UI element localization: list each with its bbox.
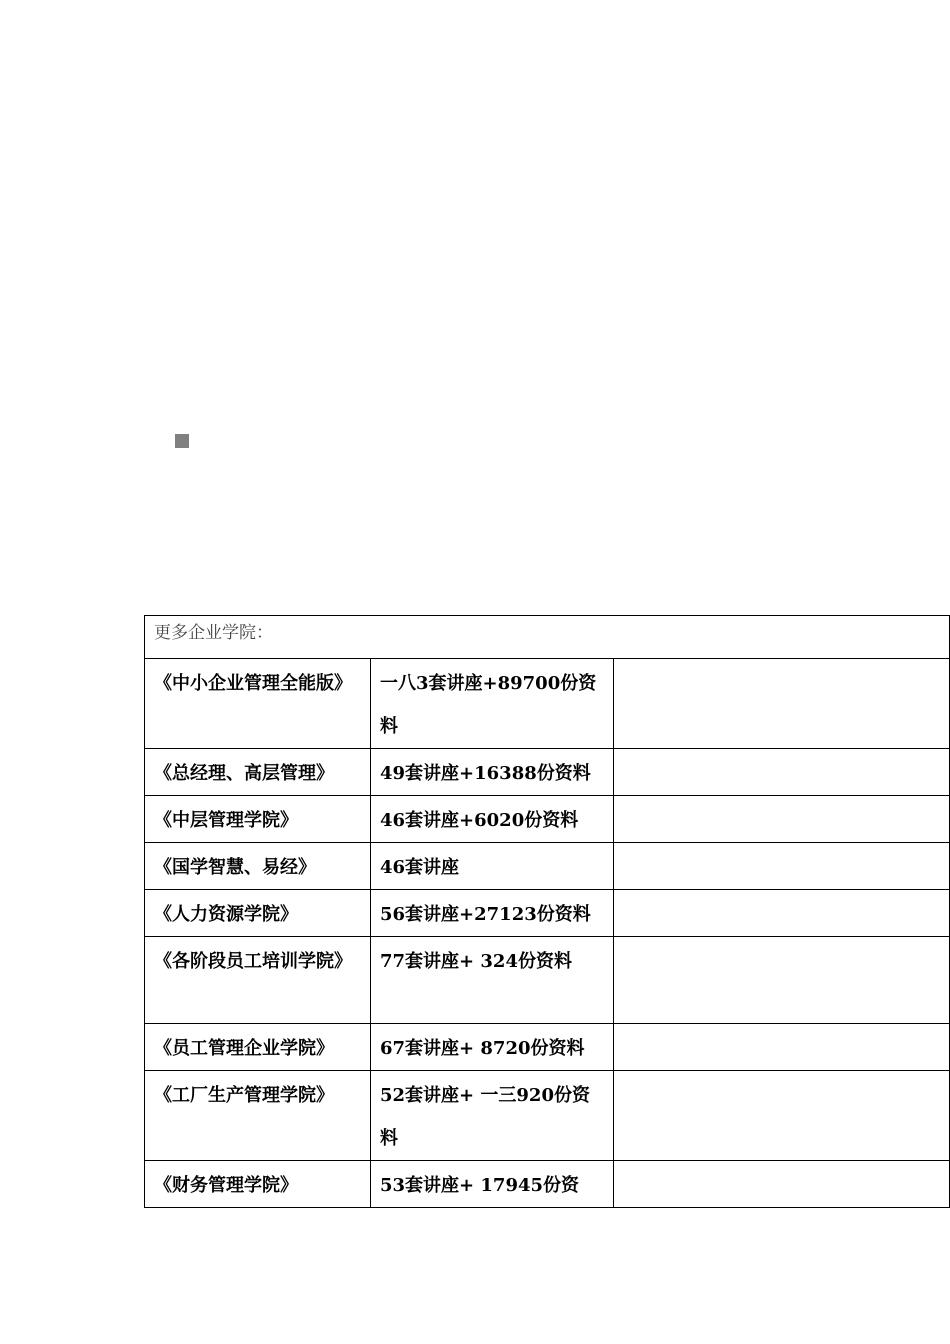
academy-extra	[614, 1161, 950, 1208]
table-row	[145, 843, 950, 890]
academy-extra	[614, 749, 950, 796]
table-row	[145, 1024, 950, 1071]
academy-detail: 46套讲座+6020份资料	[371, 796, 614, 843]
academy-name: 《人力资源学院》	[145, 890, 371, 937]
academy-name: 《工厂生产管理学院》	[145, 1071, 371, 1161]
academy-name: 《国学智慧、易经》	[145, 843, 371, 890]
academy-extra	[614, 659, 950, 749]
table-row	[145, 890, 950, 937]
academy-name: 《中小企业管理全能版》	[145, 659, 371, 749]
table-row	[145, 659, 950, 749]
table-row	[145, 749, 950, 796]
table-row	[145, 1161, 950, 1208]
academy-name: 《各阶段员工培训学院》	[145, 937, 371, 1024]
academy-detail: 52套讲座+ 一三920份资料	[371, 1071, 614, 1161]
academy-name: 《员工管理企业学院》	[145, 1024, 371, 1071]
academy-detail: 53套讲座+ 17945份资	[371, 1161, 614, 1208]
academy-extra	[614, 1024, 950, 1071]
table-row	[145, 937, 950, 1024]
bullet-square-icon	[175, 434, 189, 448]
academy-detail: 49套讲座+16388份资料	[371, 749, 614, 796]
academy-extra	[614, 1071, 950, 1161]
academy-detail: 一八3套讲座+89700份资料	[371, 659, 614, 749]
more-academies-table	[144, 615, 950, 1208]
academy-name: 《中层管理学院》	[145, 796, 371, 843]
table-row	[145, 1071, 950, 1161]
table-header-row	[145, 616, 950, 659]
academy-detail: 67套讲座+ 8720份资料	[371, 1024, 614, 1071]
academy-name: 《财务管理学院》	[145, 1161, 371, 1208]
academy-extra	[614, 796, 950, 843]
academy-extra	[614, 937, 950, 1024]
academy-detail: 56套讲座+27123份资料	[371, 890, 614, 937]
academy-detail: 46套讲座	[371, 843, 614, 890]
academy-name: 《总经理、高层管理》	[145, 749, 371, 796]
academy-detail: 77套讲座+ 324份资料	[371, 937, 614, 1024]
table-header: 更多企业学院：	[145, 616, 950, 659]
table-row	[145, 796, 950, 843]
academy-extra	[614, 890, 950, 937]
academy-extra	[614, 843, 950, 890]
